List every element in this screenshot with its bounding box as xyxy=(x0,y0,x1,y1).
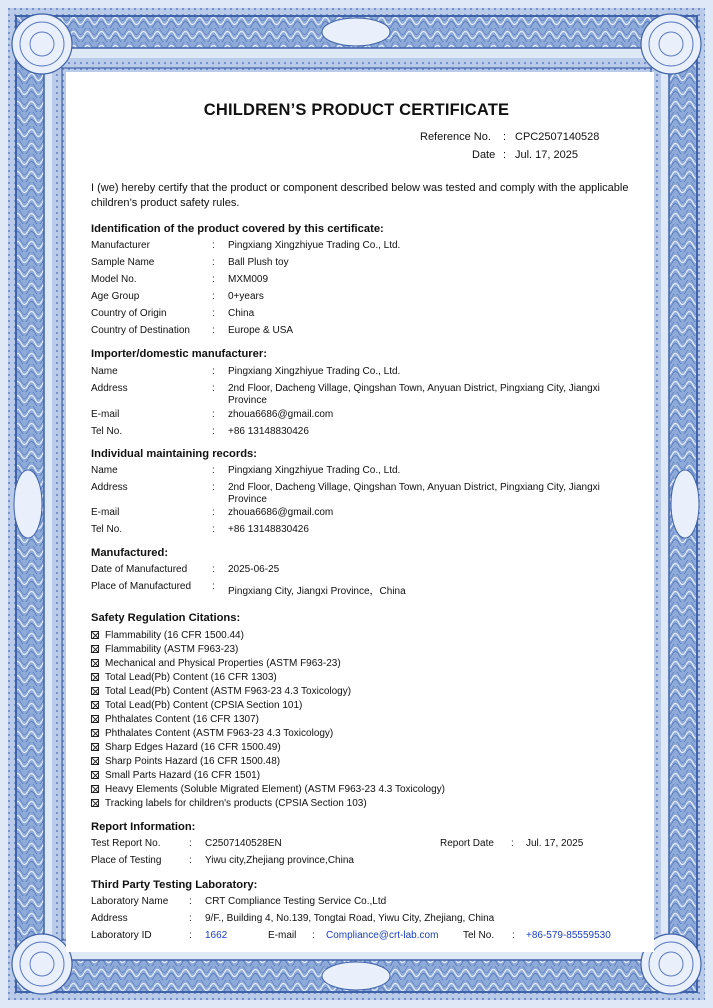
colon: : xyxy=(212,409,215,420)
citation-item: Small Parts Hazard (16 CFR 1501) xyxy=(91,770,260,781)
report-date-value: Jul. 17, 2025 xyxy=(526,838,584,849)
citation-item: Total Lead(Pb) Content (CPSIA Section 101) xyxy=(91,700,302,711)
colon: : xyxy=(212,383,215,394)
place-testing-label: Place of Testing xyxy=(91,855,162,866)
citation-item: Phthalates Content (ASTM F963-23 4.3 Toxicology) xyxy=(91,728,333,739)
records-email-label: E-mail xyxy=(91,507,120,518)
citation-item: Mechanical and Physical Properties (ASTM F963-23) xyxy=(91,658,341,669)
importer-tel-value: +86 13148830426 xyxy=(228,426,309,437)
citation-item: Phthalates Content (16 CFR 1307) xyxy=(91,714,259,725)
lab-address-value: 9/F., Building 4, No.139, Tongtai Road, Yiwu City, Zhejiang, China xyxy=(205,913,495,924)
checked-box-icon xyxy=(91,673,99,681)
importer-name-value: Pingxiang Xingzhiyue Trading Co., Ltd. xyxy=(228,366,401,377)
importer-address-label: Address xyxy=(91,383,128,394)
report-date-label: Report Date xyxy=(440,838,494,849)
manufacturer-value: Pingxiang Xingzhiyue Trading Co., Ltd. xyxy=(228,240,401,251)
place-testing-value: Yiwu city,Zhejiang province,China xyxy=(205,855,354,866)
certificate-title: CHILDREN’S PRODUCT CERTIFICATE xyxy=(203,101,510,119)
lab-tel-label: Tel No. xyxy=(463,930,495,941)
colon: : xyxy=(189,930,192,941)
checked-box-icon xyxy=(91,659,99,667)
records-name-label: Name xyxy=(91,465,118,476)
age-group-value: 0+years xyxy=(228,291,264,302)
report-number-value: C2507140528EN xyxy=(205,838,282,849)
colon: : xyxy=(212,507,215,518)
colon: : xyxy=(511,838,514,849)
date-manufactured-value: 2025-06-25 xyxy=(228,564,280,575)
lab-heading: Third Party Testing Laboratory: xyxy=(91,879,258,891)
colon: : xyxy=(312,930,315,941)
colon: : xyxy=(212,482,215,493)
records-email-value: zhoua6686@gmail.com xyxy=(228,507,334,518)
date-value: Jul. 17, 2025 xyxy=(515,149,578,161)
lab-name-value: CRT Compliance Testing Service Co.,Ltd xyxy=(205,896,387,907)
report-heading: Report Information: xyxy=(91,821,196,833)
lab-address-label: Address xyxy=(91,913,128,924)
sample-name-value: Ball Plush toy xyxy=(228,257,289,268)
model-no-label: Model No. xyxy=(91,274,137,285)
colon: : xyxy=(212,257,215,268)
colon: : xyxy=(212,291,215,302)
place-manufactured-value: Pingxiang City, Jiangxi Province，China xyxy=(228,586,406,597)
records-tel-label: Tel No. xyxy=(91,524,123,535)
colon: : xyxy=(189,838,192,849)
records-address-value: 2nd Floor, Dacheng Village, Qingshan Town, Anyuan District, Pingxiang City, Jiangxi Province xyxy=(228,482,600,505)
report-number-label: Test Report No. xyxy=(91,838,161,849)
importer-email-value: zhoua6686@gmail.com xyxy=(228,409,334,420)
date-manufactured-label: Date of Manufactured xyxy=(91,564,188,575)
checked-box-icon xyxy=(91,771,99,779)
citation-item: Tracking labels for children's products (CPSIA Section 103) xyxy=(91,798,367,809)
colon: : xyxy=(189,896,192,907)
citation-item: Heavy Elements (Soluble Migrated Element) (ASTM F963-23 4.3 Toxicology) xyxy=(91,784,445,795)
records-name-value: Pingxiang Xingzhiyue Trading Co., Ltd. xyxy=(228,465,401,476)
citation-item: Flammability (16 CFR 1500.44) xyxy=(91,630,244,641)
date-label: Date xyxy=(472,149,496,161)
citation-item: Total Lead(Pb) Content (ASTM F963-23 4.3 Toxicology) xyxy=(91,686,351,697)
age-group-label: Age Group xyxy=(91,291,140,302)
checked-box-icon xyxy=(91,729,99,737)
checked-box-icon xyxy=(91,715,99,723)
colon: : xyxy=(189,855,192,866)
colon: : xyxy=(189,913,192,924)
manufacturer-label: Manufacturer xyxy=(91,240,150,251)
checked-box-icon xyxy=(91,785,99,793)
lab-email-label: E-mail xyxy=(268,930,297,941)
reference-label: Reference No. xyxy=(420,131,491,143)
country-of-origin-value: China xyxy=(228,308,255,319)
checked-box-icon xyxy=(91,687,99,695)
importer-name-label: Name xyxy=(91,366,118,377)
records-tel-value: +86 13148830426 xyxy=(228,524,309,535)
colon: : xyxy=(212,274,215,285)
records-address-label: Address xyxy=(91,482,128,493)
checked-box-icon xyxy=(91,743,99,751)
citation-item: Sharp Edges Hazard (16 CFR 1500.49) xyxy=(91,742,281,753)
checked-box-icon xyxy=(91,701,99,709)
colon: : xyxy=(212,325,215,336)
records-heading: Individual maintaining records: xyxy=(91,448,257,460)
place-manufactured-label: Place of Manufactured xyxy=(91,581,192,592)
importer-tel-label: Tel No. xyxy=(91,426,123,437)
importer-heading: Importer/domestic manufacturer: xyxy=(91,348,267,360)
lab-tel-value: +86-579-85559530 xyxy=(526,930,611,941)
manufactured-heading: Manufactured: xyxy=(91,547,169,559)
colon: : xyxy=(212,581,215,592)
citation-item: Sharp Points Hazard (16 CFR 1500.48) xyxy=(91,756,280,767)
colon: : xyxy=(212,308,215,319)
checked-box-icon xyxy=(91,645,99,653)
colon: : xyxy=(512,930,515,941)
colon: : xyxy=(212,426,215,437)
country-of-origin-label: Country of Origin xyxy=(91,308,167,319)
colon: : xyxy=(212,366,215,377)
lab-id-label: Laboratory ID xyxy=(91,930,152,941)
importer-email-label: E-mail xyxy=(91,409,120,420)
citation-item: Total Lead(Pb) Content (16 CFR 1303) xyxy=(91,672,277,683)
citation-item: Flammability (ASTM F963-23) xyxy=(91,644,238,655)
lab-id-value: 1662 xyxy=(205,930,228,941)
colon: : xyxy=(212,240,215,251)
checked-box-icon xyxy=(91,757,99,765)
importer-address-value: 2nd Floor, Dacheng Village, Qingshan Town, Anyuan District, Pingxiang City, Jiangxi Province xyxy=(228,383,600,406)
lab-email-link[interactable]: Compliance@crt-lab.com xyxy=(326,930,439,941)
colon: : xyxy=(212,524,215,535)
identification-heading: Identification of the product covered by this certificate: xyxy=(91,223,384,235)
colon: : xyxy=(212,465,215,476)
reference-colon: : xyxy=(503,131,507,143)
checked-box-icon xyxy=(91,799,99,807)
certification-statement: I (we) hereby certify that the product or component described below was tested and comply with the applicable children’s product safety rules. xyxy=(91,182,629,209)
date-colon: : xyxy=(503,149,507,161)
country-of-destination-label: Country of Destination xyxy=(91,325,190,336)
safety-heading: Safety Regulation Citations: xyxy=(91,612,241,624)
checked-box-icon xyxy=(91,631,99,639)
country-of-destination-value: Europe & USA xyxy=(228,325,294,336)
colon: : xyxy=(212,564,215,575)
sample-name-label: Sample Name xyxy=(91,257,155,268)
model-no-value: MXM009 xyxy=(228,274,269,285)
reference-value: CPC2507140528 xyxy=(515,131,600,143)
lab-name-label: Laboratory Name xyxy=(91,896,169,907)
